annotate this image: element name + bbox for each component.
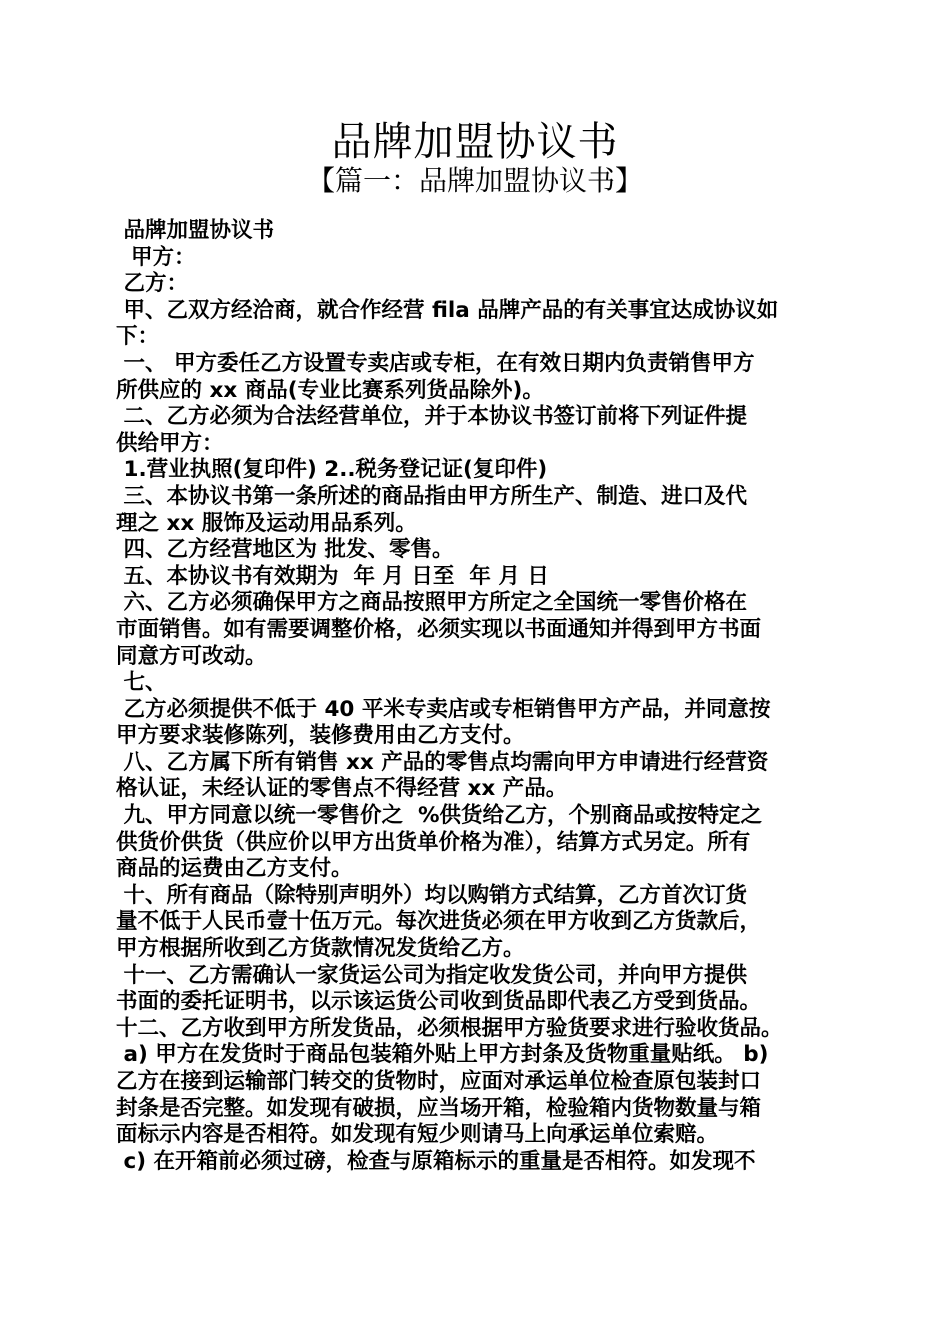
body-line: 同意方可改动。 xyxy=(116,643,267,669)
body-line: 乙方必须提供不低于 40 平米专卖店或专柜销售甲方产品，并同意按 xyxy=(116,696,771,722)
body-line: 封条是否完整。如发现有破损，应当场开箱，检验箱内货物数量与箱 xyxy=(116,1095,762,1121)
body-line: 十一、乙方需确认一家货运公司为指定收发货公司，并向甲方提供 xyxy=(116,962,747,988)
document-subtitle: 【篇一：品牌加盟协议书】 xyxy=(306,164,643,197)
body-line: 甲方： xyxy=(116,244,196,270)
body-line: 市面销售。如有需要调整价格，必须实现以书面通知并得到甲方书面 xyxy=(116,616,762,642)
body-line: 量不低于人民币壹十伍万元。每次进货必须在甲方收到乙方货款后， xyxy=(116,909,762,935)
body-line: 供给甲方： xyxy=(116,430,224,456)
body-line: 二、乙方必须为合法经营单位，并于本协议书签订前将下列证件提 xyxy=(116,404,747,430)
body-line: 所供应的 xx 商品(专业比赛系列货品除外)。 xyxy=(116,377,544,403)
body-line: 乙方在接到运输部门转交的货物时，应面对承运单位检查原包装封口 xyxy=(116,1069,762,1094)
body-line: 三、本协议书第一条所述的商品指由甲方所生产、制造、进口及代 xyxy=(116,483,747,509)
body-line: 甲方要求装修陈列，装修费用由乙方支付。 xyxy=(116,723,525,749)
body-line: 十、所有商品（除特别声明外）均以购销方式结算，乙方首次订货 xyxy=(116,882,747,908)
body-line: 理之 xx 服饰及运动用品系列。 xyxy=(116,510,417,536)
document-title: 品牌加盟协议书 xyxy=(331,119,619,165)
body-line: 乙方： xyxy=(116,271,188,297)
body-line: 六、乙方必须确保甲方之商品按照甲方所定之全国统一零售价格在 xyxy=(116,590,747,616)
body-line: 格认证，未经认证的零售点不得经营 xx 产品。 xyxy=(116,776,568,802)
body-line: 八、乙方属下所有销售 xx 产品的零售点均需向甲方申请进行经营资 xyxy=(116,749,769,775)
body-line: 商品的运费由乙方支付。 xyxy=(116,856,353,882)
body-line: 品牌加盟协议书 xyxy=(116,218,274,243)
body-line: 面标示内容是否相符。如发现有短少则请马上向承运单位索赔。 xyxy=(116,1122,719,1148)
body-line: 七、 xyxy=(116,670,167,696)
body-line: 甲、乙双方经洽商，就合作经营 fila 品牌产品的有关事宜达成协议如 xyxy=(116,297,779,323)
body-line: 四、乙方经营地区为 批发、零售。 xyxy=(116,537,454,563)
body-line: 下： xyxy=(116,324,160,350)
body-line: 书面的委托证明书，以示该运货公司收到货品即代表乙方受到货品。 xyxy=(116,989,762,1015)
document-body xyxy=(116,218,856,1175)
body-line: 九、甲方同意以统一零售价之 %供货给乙方，个别商品或按特定之 xyxy=(116,803,763,829)
body-line: c) 在开箱前必须过磅，检查与原箱标示的重量是否相符。如发现不 xyxy=(116,1148,756,1174)
body-line: 1.营业执照(复印件) 2..税务登记证(复印件) xyxy=(116,457,548,483)
body-line: 甲方根据所收到乙方货款情况发货给乙方。 xyxy=(116,936,525,962)
body-line: 一、 甲方委任乙方设置专卖店或专柜，在有效日期内负责销售甲方 xyxy=(116,350,755,376)
body-line: 供货价供货（供应价以甲方出货单价格为准），结算方式另定。所有 xyxy=(116,829,751,855)
body-line: a) 甲方在发货时于商品包装箱外贴上甲方封条及货物重量贴纸。 b) xyxy=(116,1042,769,1068)
body-line: 十二、乙方收到甲方所发货品，必须根据甲方验货要求进行验收货品。 xyxy=(116,1015,783,1041)
body-line: 五、本协议书有效期为 年 月 日至 年 月 日 xyxy=(116,563,549,589)
